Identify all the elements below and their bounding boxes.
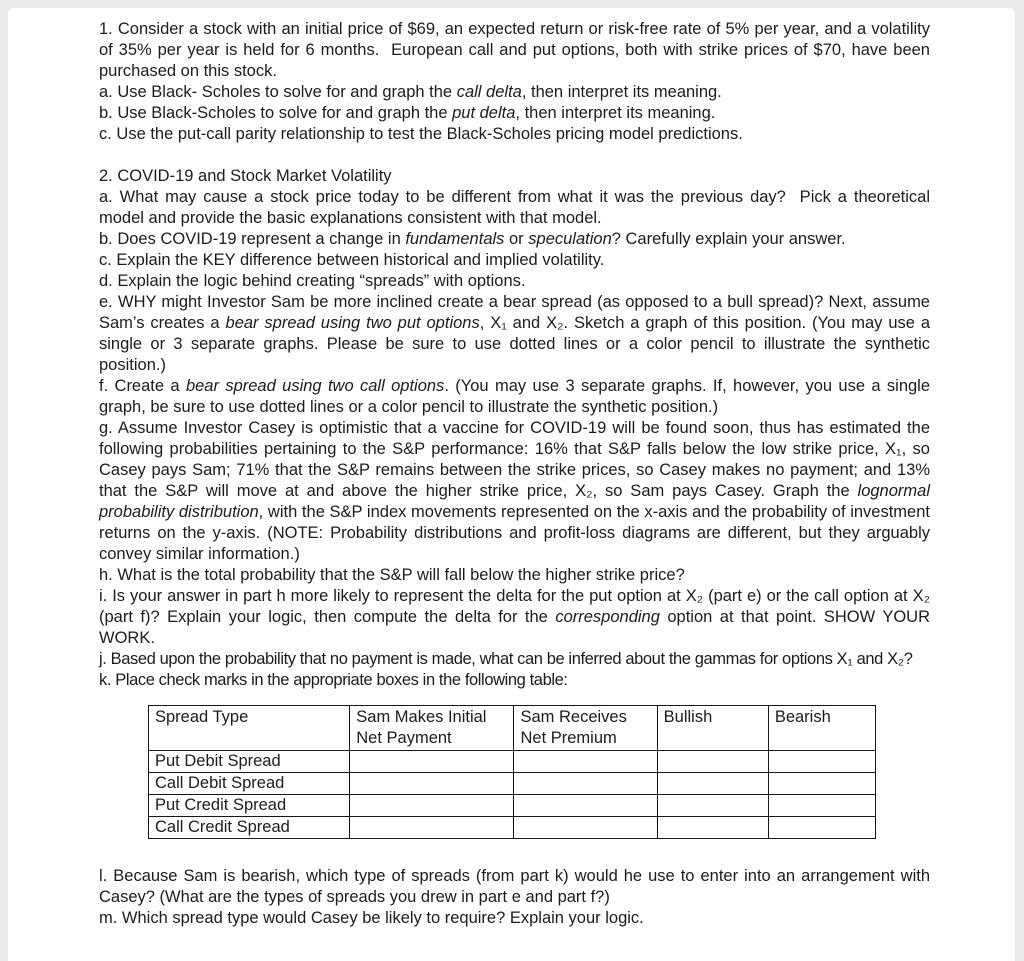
question-1b (99, 103, 930, 124)
checkbox-cell (350, 773, 514, 795)
question-2e (99, 292, 930, 376)
table-row (149, 773, 876, 795)
column-header-bearish: Bearish (768, 706, 875, 751)
question-2l (99, 866, 930, 908)
text-run: , with the S&P index movements represented on the x-axis and the probability of investment returns on the y-axis. (NOTE: Probability distributions and profit-loss diagrams are different, but they arguably convey similar information.) (99, 503, 930, 563)
checkbox-cell (350, 795, 514, 817)
question-1-intro (99, 19, 930, 82)
text-run: c. Use the put-call parity relationship to test the Black-Scholes pricing model predictions. (99, 125, 743, 143)
text-run: f. Create a (99, 377, 186, 395)
question-2d (99, 271, 930, 292)
row-label-put-debit-spread: Put Debit Spread (149, 751, 350, 773)
text-run: l. Because Sam is bearish, which type of spreads (from part k) would he use to enter into an arrangement with Casey? (What are the types of spreads you drew in part e and part f?) (99, 867, 930, 906)
text-run: , X₁ and X₂. Sketch a graph of this position. (You may use a single or 3 separate graphs. Please be sure to use dotted lines or a color pencil to illustrate the synthetic position.) (99, 314, 930, 374)
checkbox-cell (768, 817, 875, 839)
text-run: h. What is the total probability that the S&P will fall below the higher strike price? (99, 566, 685, 584)
text-run: i. Is your answer in part h more likely to represent the delta for the put option at X₂ (part e) or the call option at X₂ (part f)? Explain your logic, then compute the delta for the (99, 587, 930, 626)
text-run: a. Use Black- Scholes to solve for and graph the (99, 83, 457, 101)
column-header-sam-makes-initial-net-payment: Sam Makes Initial Net Payment (350, 706, 514, 751)
text-run: ? Carefully explain your answer. (611, 230, 846, 248)
column-header-bullish: Bullish (657, 706, 768, 751)
checkbox-cell (768, 773, 875, 795)
table-row (149, 751, 876, 773)
checkbox-cell (657, 773, 768, 795)
checkbox-cell (350, 817, 514, 839)
row-label-call-debit-spread: Call Debit Spread (149, 773, 350, 795)
spread-table (148, 705, 876, 839)
checkbox-cell (768, 795, 875, 817)
question-2h (99, 565, 930, 586)
text-run: or (504, 230, 529, 248)
question-2j (99, 649, 930, 670)
table-header-row (149, 706, 876, 751)
text-run: b. Does COVID-19 represent a change in (99, 230, 406, 248)
text-run: m. Which spread type would Casey be likely to require? Explain your logic. (99, 909, 644, 927)
italic-run: corresponding (555, 608, 660, 626)
italic-run: fundamentals (405, 230, 505, 248)
document-text (99, 19, 930, 929)
question-2k (99, 670, 930, 691)
text-run: 1. Consider a stock with an initial price of $69, an expected return or risk-free rate of 5% per year, and a volatility of 35% per year is held for 6 months. European call and put options, both with strike prices of $70, have been purchased on this stock. (99, 20, 930, 80)
text-run: option at that point. SHOW YOUR WORK. (99, 608, 930, 647)
text-run: g. Assume Investor Casey is optimistic that a vaccine for COVID-19 will be found soon, thus has estimated the following probabilities pertaining to the S&P performance: 16% that S&P falls below the low strike price, X₁, so Casey pays Sam; 71% that the S&P remains between the strike prices, so Casey makes no payment; and 13% that the S&P will move at and above the higher strike price, X₂, so Sam pays Casey. Graph the (99, 419, 930, 500)
question-2m (99, 908, 930, 929)
text-run: 2. COVID-19 and Stock Market Volatility (99, 167, 392, 185)
italic-run: call delta (456, 83, 522, 101)
checkbox-cell (768, 751, 875, 773)
italic-run: bear spread using two put options (225, 314, 480, 332)
table-row (149, 795, 876, 817)
row-label-put-credit-spread: Put Credit Spread (149, 795, 350, 817)
row-label-call-credit-spread: Call Credit Spread (149, 817, 350, 839)
question-2a (99, 187, 930, 229)
text-run: , then interpret its meaning. (521, 83, 722, 101)
document-page (8, 8, 1015, 961)
question-2g (99, 418, 930, 565)
text-run: . (You may use 3 separate graphs. If, however, you use a single graph, be sure to use dotted lines or a color pencil to illustrate the synthetic position.) (99, 377, 931, 416)
checkbox-cell (657, 817, 768, 839)
question-1c (99, 124, 930, 145)
question-2i (99, 586, 930, 649)
question-2c (99, 250, 930, 271)
italic-run: speculation (528, 230, 612, 248)
checkbox-cell (514, 795, 657, 817)
text-run: e. WHY might Investor Sam be more inclined create a bear spread (as opposed to a bull spread)? Next, assume Sam’s creates a (99, 293, 930, 332)
italic-run: bear spread using two call options (185, 377, 445, 395)
italic-run: lognormal probability distribution (99, 482, 930, 521)
checkbox-cell (657, 795, 768, 817)
text-run: j. Based upon the probability that no payment is made, what can be inferred about the gammas for options X₁ and X₂? (99, 650, 913, 668)
text-run: a. What may cause a stock price today to be different from what it was the previous day? Pick a theoretical model and provide the basic explanations consistent with that model. (99, 188, 930, 227)
question-2b (99, 229, 930, 250)
checkbox-cell (514, 751, 657, 773)
text-run: k. Place check marks in the appropriate boxes in the following table: (99, 671, 568, 689)
text-run: b. Use Black-Scholes to solve for and graph the (99, 104, 453, 122)
column-header-spread-type: Spread Type (149, 706, 350, 751)
column-header-sam-receives-net-premium: Sam Receives Net Premium (514, 706, 657, 751)
table-row (149, 817, 876, 839)
question-2-title (99, 166, 930, 187)
question-2f (99, 376, 930, 418)
question-1a (99, 82, 930, 103)
text-run: c. Explain the KEY difference between historical and implied volatility. (99, 251, 605, 269)
checkbox-cell (350, 751, 514, 773)
text-run: d. Explain the logic behind creating “spreads” with options. (99, 272, 526, 290)
checkbox-cell (514, 817, 657, 839)
text-run: , then interpret its meaning. (515, 104, 716, 122)
checkbox-cell (657, 751, 768, 773)
italic-run: put delta (452, 104, 516, 122)
checkbox-cell (514, 773, 657, 795)
